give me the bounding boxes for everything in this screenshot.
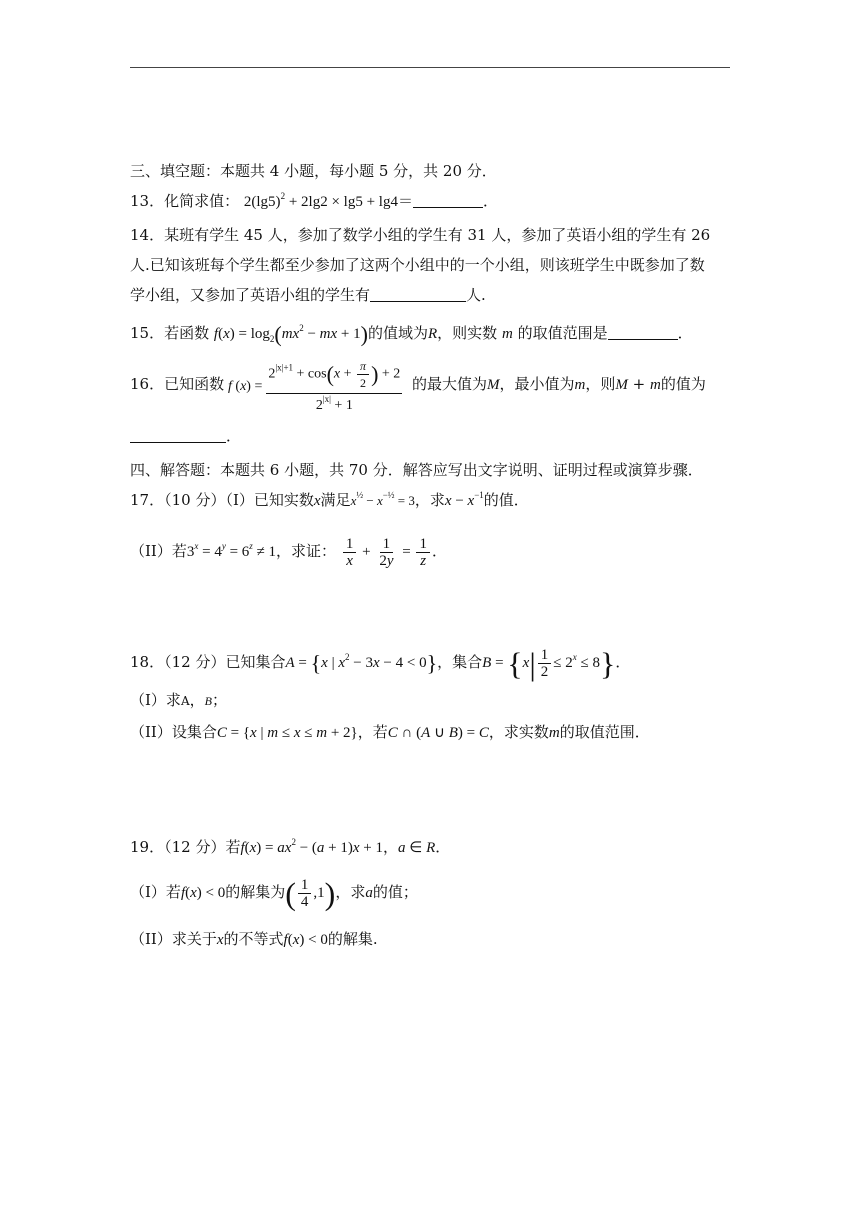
answer-blank xyxy=(608,325,678,340)
question-18: 18．（12 分）已知集合A = {x | $x^2 - 3x - 4 < 0$}，集合B = {x| $\frac{1}{2}$ ≤ $2^x \le 8$}． xyxy=(130,645,631,682)
q15-function: $f(x) = \log_2(mx^2$ − mx + 1) xyxy=(213,321,368,347)
question-19-part-1: （I）若f(x) < 0的解集为( $\frac{1}{4}$ ,1)，求a的值； xyxy=(130,875,418,912)
question-13: 13．化简求值： $2(\lg 5)^2 + 2\lg 2 \times \lg 5 + \lg 4=$ ． xyxy=(130,191,498,210)
question-14-line-1: 14．某班有学生 45 人，参加了数学小组的学生有 31 人，参加了英语小组的学生有 26 xyxy=(130,226,711,244)
q17-proof-equation: $\frac{1}{x}$ + $\frac{1}{2y}$ = $\frac{1}{z}$ xyxy=(341,544,432,560)
section-3-title: 三、填空题：本题共 4 小题，每小题 5 分，共 20 分． xyxy=(130,162,497,180)
q16-function: f (x) = $2^{|x|+1} + \cos(x$ + $\frac{\pi}{2}$ ) + 2 $2^{|x|} + 1$ xyxy=(228,359,401,413)
question-18-part-2: （II）设集合C = {x | m ≤ x ≤ m + 2}，若C ∩ (A ∪ B) = C，求实数m的取值范围． xyxy=(130,723,650,741)
answer-blank xyxy=(130,428,226,443)
question-16-tail: 的最大值为M，最小值为m，则M + m的值为 xyxy=(412,375,706,393)
question-17-part-1: 17．（10 分）（I）已知实数x满足$x^{\frac{1}{2}} - x^{-\frac{1}{2}} = 3$，求$x - x^{-1}$的值． xyxy=(130,490,529,509)
question-19-part-2: （II）求关于x的不等式f(x) < 0的解集. xyxy=(130,930,378,948)
question-14-line-3: 学小组，又参加了英语小组的学生有 人. xyxy=(130,286,486,304)
answer-blank xyxy=(413,193,483,208)
header-rule xyxy=(130,67,730,68)
question-16-answer: ． xyxy=(130,426,730,446)
question-19: 19．（12 分）若$f(x) = ax^2 - (a + 1)x + 1$，a ∈ R． xyxy=(130,837,451,856)
section-4-title: 四、解答题：本题共 6 小题，共 70 分．解答应写出文字说明、证明过程或演算步骤． xyxy=(130,461,703,479)
question-17-part-2: （II）若$3^x = 4^y = 6^z \ne 1$，求证： $\frac{1}{x}$ + $\frac{1}{2y}$ = $\frac{1}{z}$ ． xyxy=(130,536,447,569)
question-18-part-1: （I）求A，B； xyxy=(130,691,227,709)
question-16: 16．已知函数 xyxy=(130,375,225,393)
q13-expression: $2(\lg 5)^2 + 2\lg 2 \times \lg 5 + \lg 4$ xyxy=(243,191,398,210)
answer-blank xyxy=(370,287,466,302)
question-14-line-2: 人.已知该班每个学生都至少参加了这两个小组中的一个小组，则该班学生中既参加了数 xyxy=(130,256,705,274)
question-15: 15．若函数 $f(x) = \log_2(mx^2$ − mx + 1)的值域为R，则实数 m 的取值范围是 ． xyxy=(130,321,693,347)
